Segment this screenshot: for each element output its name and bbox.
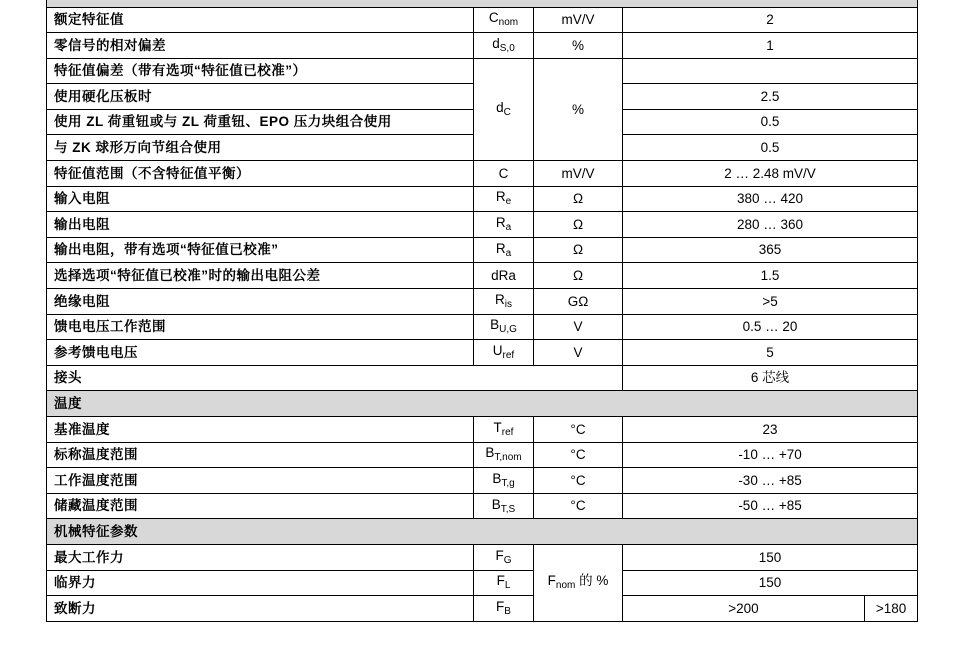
spec-label: 额定特征值 xyxy=(47,7,474,33)
symbol-sub: a xyxy=(505,247,512,259)
spec-label: 使用硬化压板时 xyxy=(47,84,474,110)
symbol-sub: nom xyxy=(498,17,519,29)
spec-symbol xyxy=(474,58,534,160)
spec-unit: mV/V xyxy=(534,161,623,187)
table-row-section xyxy=(47,391,918,417)
symbol-main: R xyxy=(495,215,506,231)
spec-value-secondary: >180 xyxy=(865,596,918,622)
table-row xyxy=(47,468,918,494)
spec-label: 零信号的相对偏差 xyxy=(47,33,474,59)
spec-value: 1 xyxy=(623,33,918,59)
symbol-main: B xyxy=(491,496,501,512)
spec-symbol xyxy=(474,237,534,263)
spec-value: 380 … 420 xyxy=(623,186,918,212)
table-row xyxy=(47,493,918,519)
spec-value: 2.5 xyxy=(623,84,918,110)
table-row xyxy=(47,314,918,340)
table-row-section xyxy=(47,519,918,545)
symbol-main: B xyxy=(485,445,495,461)
spec-unit: °C xyxy=(534,417,623,443)
spec-label: 馈电电压工作范围 xyxy=(47,314,474,340)
spec-label: 临界力 xyxy=(47,570,474,596)
spec-value: 150 xyxy=(623,544,918,570)
table-row xyxy=(47,596,918,622)
spec-unit: Ω xyxy=(534,237,623,263)
spec-value: 2 … 2.48 mV/V xyxy=(623,161,918,187)
symbol-sub: T,nom xyxy=(494,452,522,464)
table-row xyxy=(47,186,918,212)
spec-label: 特征值范围（不含特征值平衡） xyxy=(47,161,474,187)
unit-sub: nom xyxy=(555,580,576,592)
symbol-main: T xyxy=(493,419,502,435)
spec-unit xyxy=(534,544,623,621)
symbol-sub: a xyxy=(505,222,512,234)
table-row xyxy=(47,570,918,596)
table-row xyxy=(47,263,918,289)
table-row xyxy=(47,417,918,443)
spec-symbol xyxy=(474,417,534,443)
symbol-main: F xyxy=(495,547,504,563)
spec-unit: Ω xyxy=(534,186,623,212)
spec-value: -10 … +70 xyxy=(623,442,918,468)
unit-main: F xyxy=(547,573,556,589)
spec-label: 最大工作力 xyxy=(47,544,474,570)
spec-label: 接头 xyxy=(47,365,623,391)
symbol-sub: G xyxy=(503,554,512,566)
spec-label: 储藏温度范围 xyxy=(47,493,474,519)
unit-suffix: 的 % xyxy=(575,573,609,589)
table-row xyxy=(47,7,918,33)
section-header-partial xyxy=(47,0,918,7)
symbol-sub: T,g xyxy=(501,477,515,489)
symbol-sub: B xyxy=(504,605,511,617)
spec-symbol xyxy=(474,340,534,366)
table-row xyxy=(47,237,918,263)
spec-symbol xyxy=(474,596,534,622)
spec-label: 特征值偏差（带有选项“特征值已校准”） xyxy=(47,58,474,84)
spec-value: 0.5 xyxy=(623,109,918,135)
symbol-main: R xyxy=(495,189,506,205)
symbol-sub: S,0 xyxy=(499,42,515,54)
spec-label: 输出电阻 xyxy=(47,212,474,238)
spec-symbol xyxy=(474,314,534,340)
spec-value: -30 … +85 xyxy=(623,468,918,494)
spec-value: 1.5 xyxy=(623,263,918,289)
spec-value: -50 … +85 xyxy=(623,493,918,519)
spec-symbol xyxy=(474,493,534,519)
symbol-main: d xyxy=(492,35,500,51)
spec-value: >200 xyxy=(623,596,865,622)
spec-label: 基准温度 xyxy=(47,417,474,443)
table-row xyxy=(47,161,918,187)
spec-symbol xyxy=(474,442,534,468)
symbol-sub: U,G xyxy=(499,324,517,336)
table-row xyxy=(47,340,918,366)
symbol-sub: ref xyxy=(501,426,514,438)
spec-label: 与 ZK 球形万向节组合使用 xyxy=(47,135,474,161)
symbol-sub: C xyxy=(503,106,511,118)
symbol-main: U xyxy=(492,343,503,359)
symbol-sub: e xyxy=(505,196,512,208)
spec-symbol xyxy=(474,289,534,315)
spec-unit: V xyxy=(534,340,623,366)
spec-unit: mV/V xyxy=(534,7,623,33)
spec-value: 365 xyxy=(623,237,918,263)
symbol-sub: is xyxy=(504,298,512,310)
spec-unit: GΩ xyxy=(534,289,623,315)
spec-unit: % xyxy=(534,58,623,160)
symbol-main: C xyxy=(488,10,499,26)
spec-table xyxy=(46,0,918,622)
symbol-main: R xyxy=(495,240,506,256)
spec-symbol xyxy=(474,161,534,187)
spec-value: 280 … 360 xyxy=(623,212,918,238)
spec-unit: Ω xyxy=(534,212,623,238)
symbol-main: F xyxy=(496,598,505,614)
spec-value: 0.5 xyxy=(623,135,918,161)
table-row xyxy=(47,365,918,391)
spec-symbol xyxy=(474,7,534,33)
spec-value: 5 xyxy=(623,340,918,366)
symbol-main: F xyxy=(496,573,505,589)
spec-value: 2 xyxy=(623,7,918,33)
table-row xyxy=(47,212,918,238)
spec-unit: °C xyxy=(534,468,623,494)
spec-symbol xyxy=(474,33,534,59)
spec-label: 绝缘电阻 xyxy=(47,289,474,315)
spec-value: >5 xyxy=(623,289,918,315)
symbol-main: dRa xyxy=(491,267,516,283)
table-row xyxy=(47,58,918,84)
symbol-main: C xyxy=(498,165,509,181)
spec-label: 输出电阻，带有选项“特征值已校准” xyxy=(47,237,474,263)
section-header-temperature: 温度 xyxy=(47,391,918,417)
spec-symbol xyxy=(474,570,534,596)
symbol-main: B xyxy=(492,470,502,486)
spec-label: 参考馈电电压 xyxy=(47,340,474,366)
spec-value: 6 芯线 xyxy=(623,365,918,391)
spec-symbol xyxy=(474,263,534,289)
spec-label: 工作温度范围 xyxy=(47,468,474,494)
table-row xyxy=(47,544,918,570)
spec-value: 150 xyxy=(623,570,918,596)
spec-value xyxy=(623,58,918,84)
spec-value: 23 xyxy=(623,417,918,443)
symbol-sub: ref xyxy=(502,350,515,362)
spec-label: 选择选项“特征值已校准”时的输出电阻公差 xyxy=(47,263,474,289)
symbol-sub: L xyxy=(504,580,511,592)
spec-unit: °C xyxy=(534,493,623,519)
spec-value: 0.5 … 20 xyxy=(623,314,918,340)
spec-label: 使用 ZL 荷重钮或与 ZL 荷重钮、EPO 压力块组合使用 xyxy=(47,109,474,135)
spec-unit: °C xyxy=(534,442,623,468)
symbol-sub: T,S xyxy=(500,503,516,515)
spec-label: 致断力 xyxy=(47,596,474,622)
spec-unit: % xyxy=(534,33,623,59)
table-row xyxy=(47,442,918,468)
table-row xyxy=(47,289,918,315)
spec-symbol xyxy=(474,212,534,238)
symbol-main: B xyxy=(490,317,500,333)
table-row-top-partial xyxy=(47,0,918,7)
spec-label: 标称温度范围 xyxy=(47,442,474,468)
spec-symbol xyxy=(474,544,534,570)
symbol-main: R xyxy=(495,291,505,307)
section-header-mechanical: 机械特征参数 xyxy=(47,519,918,545)
spec-sheet xyxy=(46,0,918,622)
spec-symbol xyxy=(474,186,534,212)
spec-symbol xyxy=(474,468,534,494)
spec-unit: Ω xyxy=(534,263,623,289)
table-row xyxy=(47,33,918,59)
spec-label: 输入电阻 xyxy=(47,186,474,212)
symbol-main: d xyxy=(496,99,504,115)
spec-unit: V xyxy=(534,314,623,340)
